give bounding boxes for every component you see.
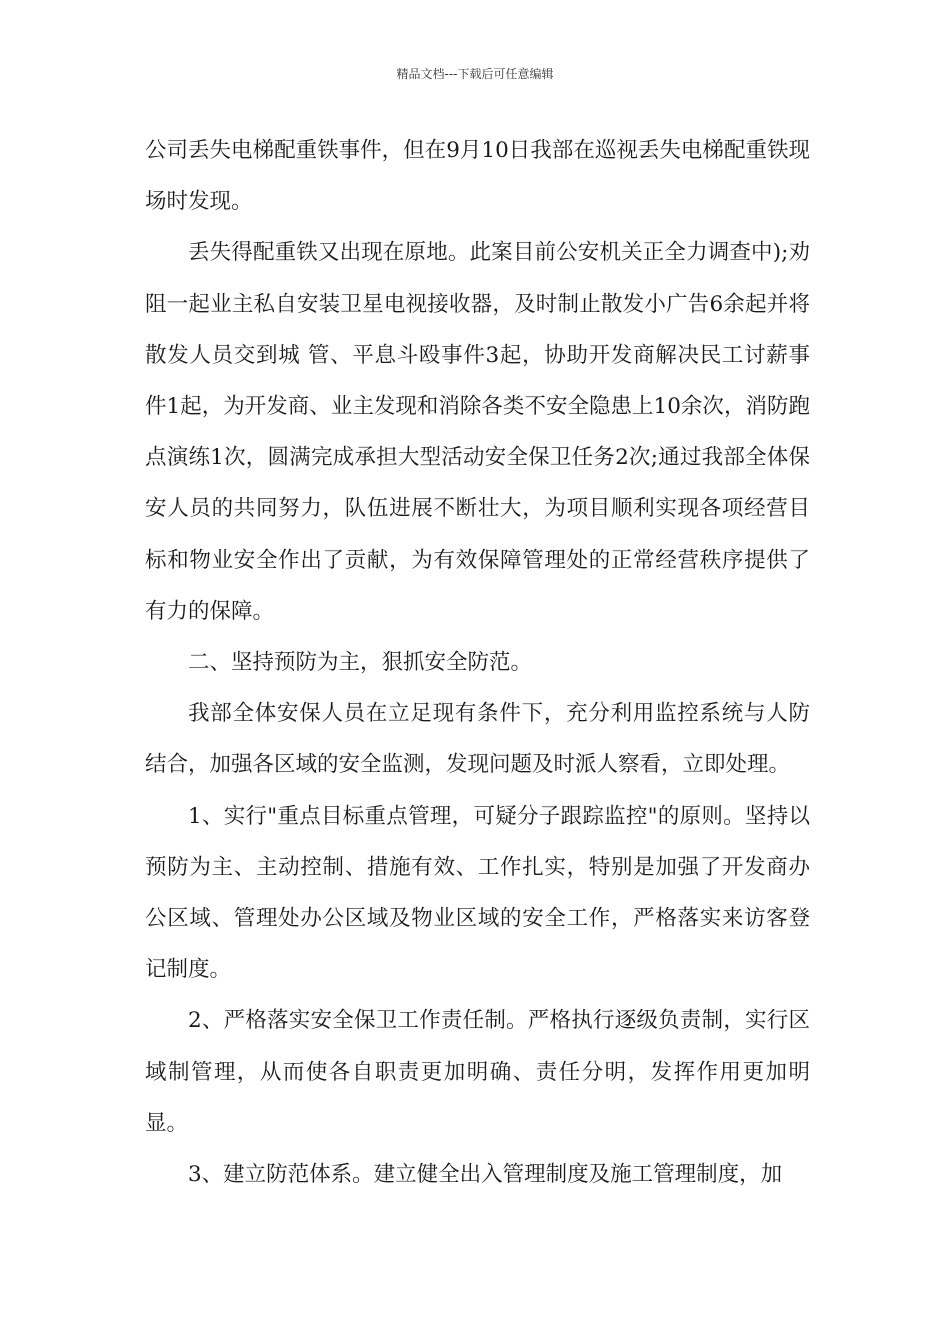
document-body [145,125,810,1200]
list-item-2: 2、严格落实安全保卫工作责任制。严格执行逐级负责制，实行区域制管理，从而使各自职责更加明确、责任分明，发挥作用更加明显。 [145,1008,810,1136]
paragraph-incident-summary: 丢失得配重铁又出现在原地。此案目前公安机关正全力调查中);劝阻一起业主私自安装卫星电视接收器，及时制止散发小广告6余起并将散发人员交到城 管、平息斗殴事件3起，协助开发商解决民工讨薪事件1起，为开发商、业主发现和消除各类不安全隐患上10余次，消防跑点演练1次，圆满完成承担大型活动安全保卫任务2次;通过我部全体保安人员的共同努力，队伍进展不断壮大，为项目顺利实现各项经营目标和物业安全作出了贡献，为有效保障管理处的正常经营秩序提供了有力的保障。 [145,240,810,624]
page-header: 精品文档---下载后可任意编辑 [396,67,554,81]
section-heading-prevention: 二、坚持预防为主，狠抓安全防范。 [188,650,533,676]
list-item-3: 3、建立防范体系。建立健全出入管理制度及施工管理制度，加 [188,1162,783,1188]
list-item-1: 1、实行"重点目标重点管理，可疑分子跟踪监控"的原则。坚持以预防为主、主动控制、措施有效、工作扎实，特别是加强了开发商办公区域、管理处办公区域及物业区域的安全工作，严格落实来访客登记制度。 [145,803,810,983]
paragraph-continuation: 公司丢失电梯配重铁事件，但在9月10日我部在巡视丢失电梯配重铁现场时发现。 [145,138,810,215]
paragraph-monitoring: 我部全体安保人员在立足现有条件下，充分利用监控系统与人防结合，加强各区域的安全监测，发现问题及时派人察看，立即处理。 [145,701,810,778]
